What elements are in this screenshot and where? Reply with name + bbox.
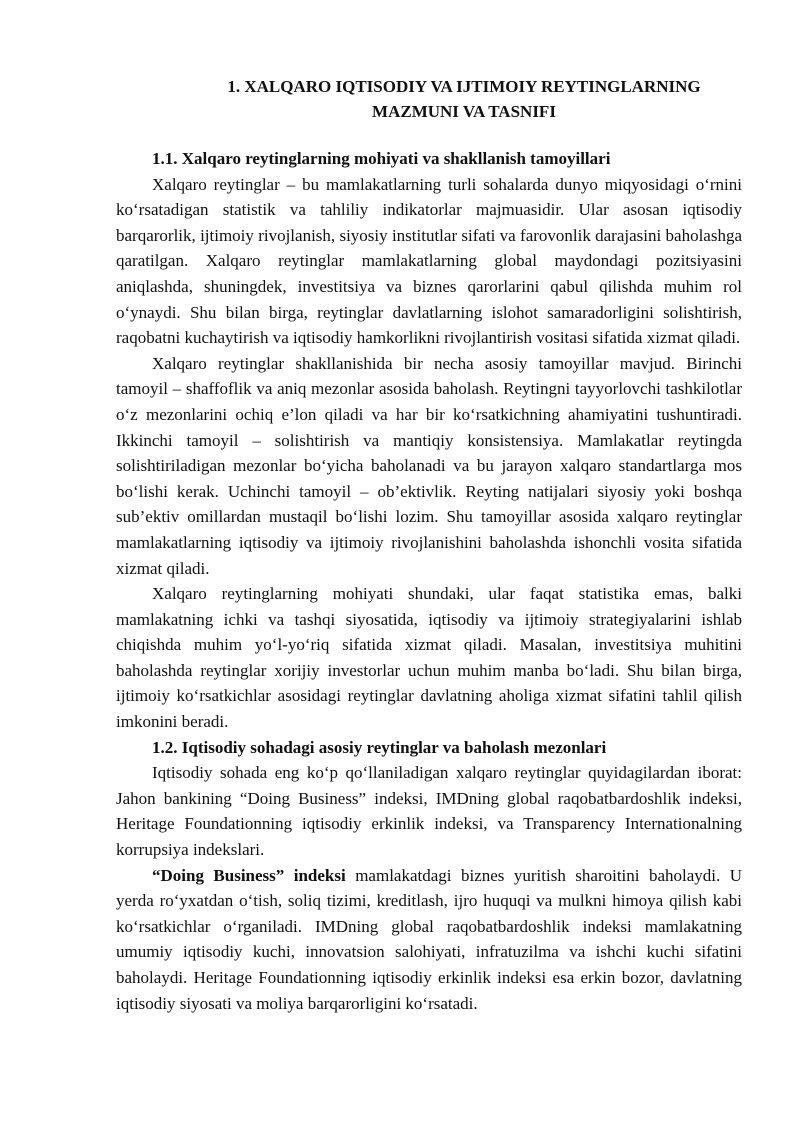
section-1-paragraph-2: Xalqaro reytinglar shakllanishida bir necha asosiy tamoyillar mavjud. Birinchi tamoyil – shaffoflik va aniq mezonlar asosida baholash. Reytingni tayyorlovchi tashkilotlar o‘z mezonlarini ochiq e’lon qiladi va har bir ko‘rsatkichning ahamiyatini tushuntiradi. Ikkinchi tamoyil – solishtirish va mantiqiy konsistensiya. Mamlakatlar reytingda solishtiriladigan mezonlar bo‘yicha baholanadi va bu jarayon xalqaro standartlarga mos bo‘lishi kerak. Uchinchi tamoyil – ob’ektivlik. Reyting natijalari siyosiy yoki boshqa sub’ektiv omillardan mustaqil bo‘lishi lozim. Shu tamoyillar asosida xalqaro reytinglar mamlakatlarning iqtisodiy va ijtimoiy rivojlanishini baholashda ishonchli vosita sifatida xizmat qiladi. — [116, 353, 742, 578]
doing-business-lead: “Doing Business” indeksi — [152, 865, 346, 885]
section-2-paragraph-2 — [116, 863, 742, 1017]
chapter-title-line-2: MAZMUNI VA TASNIFI — [372, 102, 556, 121]
section-1-paragraph-1: Xalqaro reytinglar – bu mamlakatlarning turli sohalarda dunyo miqyosidagi o‘rnini ko‘rsatadigan statistik va tahliliy indikatorlar majmuasidir. Ular asosan iqtisodiy barqarorlik, ijtimoiy rivojlanish, siyosiy institutlar sifati va farovonlik darajasini baholashga qaratilgan. Xalqaro reytinglar mamlakatlarning global maydondagi pozitsiyasini aniqlashda, shuningdek, investitsiya va biznes qarorlarini qabul qilishda muhim rol o‘ynaydi. Shu bilan birga, reytinglar davlatlarning islohot samaradorligini solishtirish, raqobatni kuchaytirish va iqtisodiy hamkorlikni rivojlantirish vositasi sifatida xizmat qiladi. — [116, 174, 742, 348]
section-2-paragraph-1: Iqtisodiy sohada eng ko‘p qo‘llaniladigan xalqaro reytinglar quyidagilardan iborat: Jahon bankining “Doing Business” indeksi, IMDning global raqobatbardoshlik indeksi, Heritage Foundationning iqtisodiy erkinlik indeksi, va Transparency Internationalning korrupsiya indekslari. — [116, 763, 742, 860]
chapter-title — [116, 74, 742, 124]
section-1-title: 1.1. Xalqaro reytinglarning mohiyati va shakllanish tamoyillari — [152, 149, 611, 168]
chapter-title-line-1: 1. XALQARO IQTISODIY VA IJTIMOIY REYTINGLARNING — [227, 77, 701, 96]
section-2-paragraph-2-text: mamlakatdagi biznes yuritish sharoitini baholaydi. U yerda ro‘yxatdan o‘tish, soliq tizimi, kreditlash, ijro huquqi va mulkni himoya qilish kabi ko‘rsatkichlar o‘rganiladi. IMDning global raqobatbardoshlik indeksi mamlakatning umumiy iqtisodiy kuchi, innovatsion salohiyati, infratuzilma va ishchi kuchi sifatini baholaydi. Heritage Foundationning iqtisodiy erkinlik indeksi esa erkin bozor, davlatning iqtisodiy siyosati va moliya barqarorligini ko‘rsatadi. — [116, 865, 742, 1013]
section-1-paragraph-3: Xalqaro reytinglarning mohiyati shundaki, ular faqat statistika emas, balki mamlakatning ichki va tashqi siyosatida, iqtisodiy va ijtimoiy strategiyalarini ishlab chiqishda muhim yo‘l-yo‘riq sifatida xizmat qiladi. Masalan, investitsiya muhitini baholashda reytinglar xorijiy investorlar uchun muhim manba bo‘ladi. Shu bilan birga, ijtimoiy ko‘rsatkichlar asosidagi reytinglar davlatning aholiga xizmat sifatini tahlil qilish imkonini beradi. — [116, 584, 742, 732]
section-2-title: 1.2. Iqtisodiy sohadagi asosiy reytinglar va baholash mezonlari — [152, 737, 607, 757]
